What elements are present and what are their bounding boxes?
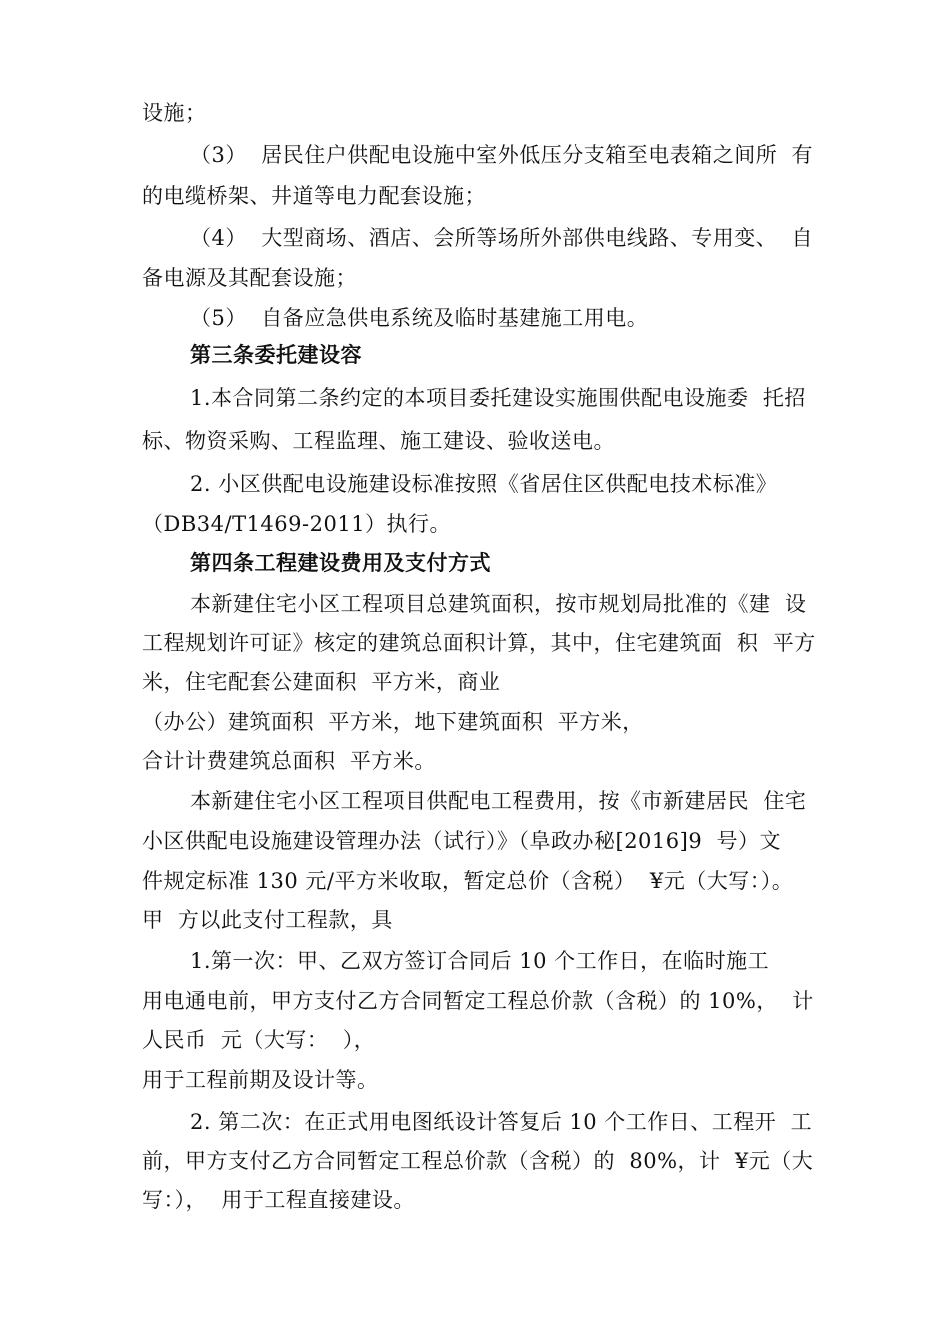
text-line: 1.本合同第二条约定的本项目委托建设实施围供配电设施委 托招	[190, 386, 806, 410]
text-line: 本新建住宅小区工程项目供配电工程费用，按《市新建居民 住宅	[190, 789, 807, 813]
text-line: 本新建住宅小区工程项目总建筑面积，按市规划局批准的《建 设	[190, 592, 807, 616]
text-line: 2. 小区供配电设施建设标准按照《省居住区供配电技术标准》	[190, 472, 778, 496]
text-line: 的电缆桥架、井道等电力配套设施；	[142, 184, 486, 208]
text-line: 用于工程前期及设计等。	[142, 1068, 379, 1092]
text-line: 合计计费建筑总面积 平方米。	[142, 749, 436, 773]
section-heading: 第三条委托建设容	[190, 343, 362, 367]
text-line: 甲 方以此支付工程款，具	[142, 908, 393, 932]
text-line: 备电源及其配套设施；	[142, 266, 357, 290]
text-line: 工程规划许可证》核定的建筑总面积计算，其中，住宅建筑面 积 平方	[142, 631, 816, 655]
text-line: 件规定标准 130 元/平方米收取，暂定总价（含税） ¥元（大写：）。	[142, 869, 794, 893]
text-line: 1.第一次：甲、乙双方签订合同后 10 个工作日，在临时施工	[190, 949, 770, 973]
text-line: 标、物资采购、工程监理、施工建设、验收送电。	[142, 429, 615, 453]
text-line: （办公）建筑面积 平方米，地下建筑面积 平方米，	[142, 710, 644, 734]
text-line: 用电通电前，甲方支付乙方合同暂定工程总价款（含税）的 10%， 计	[142, 989, 814, 1013]
text-line: （5） 自备应急供电系统及临时基建施工用电。	[190, 306, 649, 330]
text-line: 小区供配电设施建设管理办法（试行）》（阜政办秘[2016]9 号）文	[142, 829, 782, 853]
text-line: （4） 大型商场、酒店、会所等场所外部供电线路、专用变、 自	[190, 226, 814, 250]
text-line: 写：）， 用于工程直接建设。	[142, 1188, 415, 1212]
text-line: 人民币 元（大写： ），	[142, 1028, 376, 1052]
text-line: （3） 居民住户供配电设施中室外低压分支箱至电表箱之间所 有	[190, 143, 814, 167]
text-line: 设施；	[142, 101, 207, 125]
section-heading: 第四条工程建设费用及支付方式	[190, 551, 491, 575]
text-line: 米，住宅配套公建面积 平方米，商业	[142, 670, 501, 694]
text-line: （DB34/T1469-2011）执行。	[142, 512, 452, 536]
text-line: 2. 第二次：在正式用电图纸设计答复后 10 个工作日、工程开 工	[190, 1110, 813, 1134]
text-line: 前，甲方支付乙方合同暂定工程总价款（含税）的 80%，计 ¥元（大	[142, 1149, 814, 1173]
